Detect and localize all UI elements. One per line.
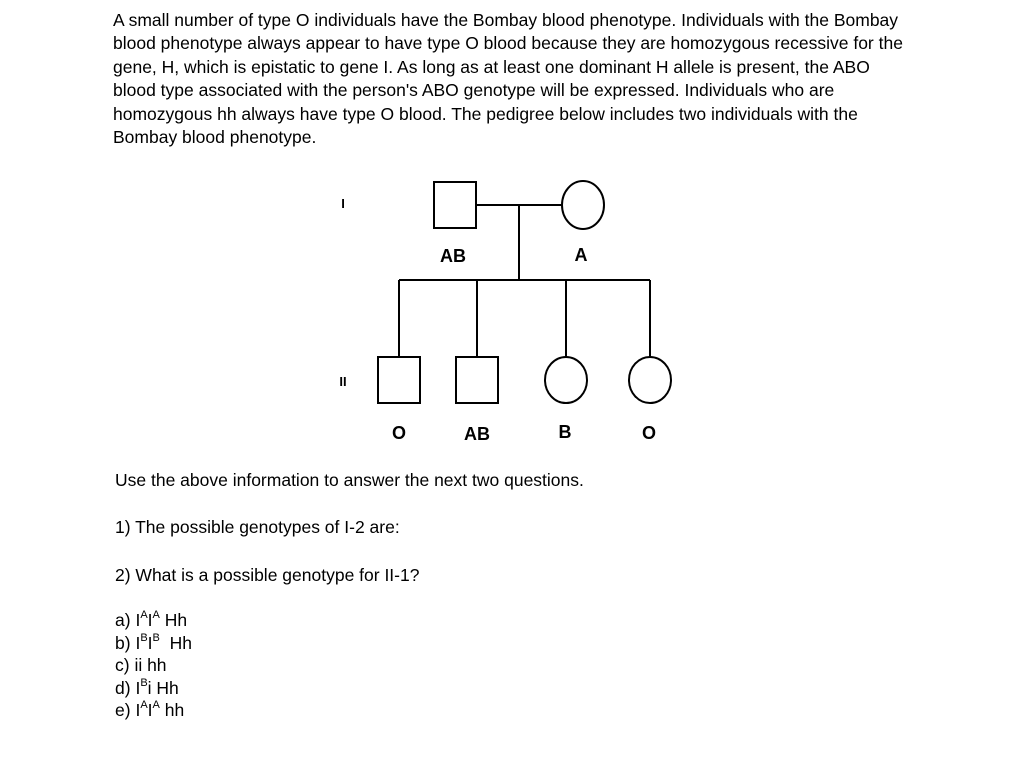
generation-label-2: II <box>339 374 347 389</box>
individual-I-1-male <box>434 182 476 228</box>
question-1: 1) The possible genotypes of I-2 are: <box>115 517 400 537</box>
individual-II-3-female <box>545 357 587 403</box>
phenotype-II-3: B <box>558 422 572 442</box>
answer-options <box>115 609 192 722</box>
individual-II-2-male <box>456 357 498 403</box>
phenotype-I-1: AB <box>440 246 466 266</box>
phenotype-II-1: O <box>391 423 407 443</box>
intro-paragraph: A small number of type O individuals have the Bombay blood phenotype. Individuals with the Bombay blood phenotype always appear to have type O blood because they are homozygous recessive for the gene, H, which is epistatic to gene I. As long as at least one dominant H allele is present, the ABO blood type associated with the person's ABO genotype will be expressed. Individuals who are homozygous hh always have type O blood. The pedigree below includes two individuals with the Bombay blood phenotype. <box>113 10 903 148</box>
option-e[interactable]: e) $I^AI^A$ hh <box>115 699 185 720</box>
phenotype-II-4: O <box>641 423 657 443</box>
phenotype-II-2: AB <box>464 424 490 444</box>
individual-II-1-male <box>378 357 420 403</box>
option-b[interactable]: b) $I^BI^B$ Hh <box>115 631 192 653</box>
option-c[interactable]: c) ii hh <box>115 655 167 675</box>
generation-label-1: I <box>341 196 345 211</box>
phenotype-I-2: A <box>574 245 588 265</box>
question-2: 2) What is a possible genotype for II-1? <box>115 565 420 585</box>
individual-I-2-female <box>562 181 604 229</box>
option-a[interactable]: a) $I^AI^A$ Hh <box>115 609 188 630</box>
individual-II-4-female <box>629 357 671 403</box>
option-d[interactable]: d) $I^Bi$ Hh <box>115 676 179 698</box>
instruction-text: Use the above information to answer the next two questions. <box>115 470 584 490</box>
